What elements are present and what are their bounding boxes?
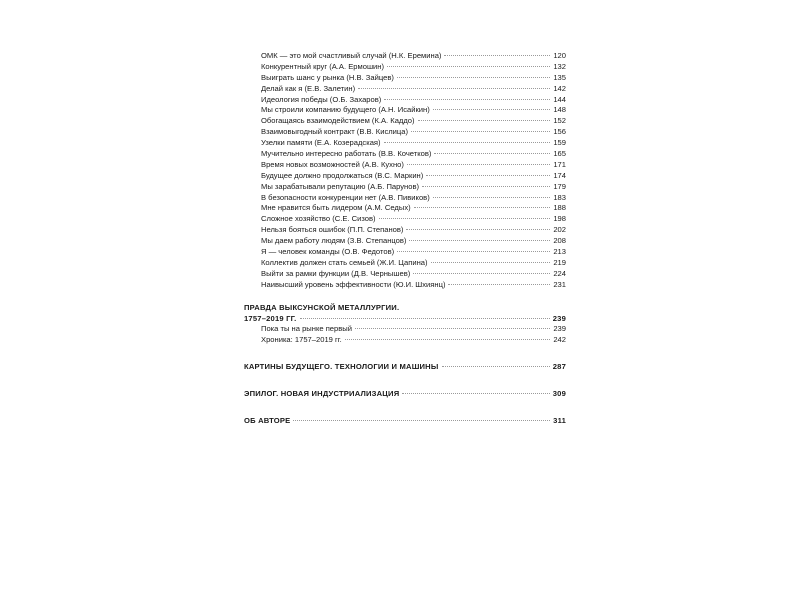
leader-dots (397, 77, 550, 78)
leader-dots (293, 420, 550, 421)
toc-entry-title: В безопасности конкуренции нет (А.В. Пивиков) (261, 192, 430, 202)
table-of-contents (244, 51, 566, 427)
toc-entry-title: Конкурентный круг (А.А. Ермошин) (261, 61, 384, 71)
toc-entry (244, 84, 566, 95)
toc-entry-page: 208 (553, 236, 566, 246)
toc-entry-page: 120 (553, 51, 566, 60)
toc-entry-page: 156 (553, 127, 566, 137)
spacer (244, 373, 566, 389)
toc-entry (244, 335, 566, 346)
section-vyksa-page: 239 (552, 313, 566, 323)
toc-entry-title: Мучительно интересно работать (В.В. Кочетков) (261, 149, 432, 159)
toc-entry-page: 152 (553, 116, 566, 126)
toc-entry (244, 258, 566, 269)
leader-dots (444, 55, 550, 56)
leader-dots (409, 240, 550, 241)
toc-entry-title: Пока ты на рынке первый (261, 324, 352, 334)
toc-entry-title: Я — человек команды (О.В. Федотов) (261, 247, 395, 257)
toc-entry-page: 142 (553, 83, 566, 93)
toc-entry (244, 280, 566, 291)
toc-entry-page: 242 (553, 335, 566, 345)
leader-dots (387, 66, 550, 67)
toc-entry (244, 182, 566, 193)
leader-dots (442, 366, 550, 367)
section-epilog (244, 389, 566, 400)
leader-dots (345, 339, 551, 340)
toc-entry-title: Мы даем работу людям (З.В. Степанцов) (261, 236, 407, 246)
toc-entry-title: Выиграть шанс у рынка (Н.В. Зайцев) (261, 72, 394, 82)
leader-dots (406, 229, 550, 230)
toc-entry-title: Нельзя бояться ошибок (П.П. Степанов) (261, 225, 404, 235)
toc-entry-page: 165 (553, 149, 566, 159)
leader-dots (397, 251, 550, 252)
leader-dots (411, 131, 550, 132)
toc-entry (244, 203, 566, 214)
toc-entry-page: 148 (553, 105, 566, 115)
toc-entry (244, 269, 566, 280)
toc-entry (244, 171, 566, 182)
toc-entry (244, 62, 566, 73)
toc-entry (244, 73, 566, 84)
leader-dots (426, 175, 550, 176)
spacer (244, 346, 566, 362)
toc-entry-page: 219 (553, 257, 566, 267)
toc-entry-title: Хроника: 1757–2019 гг. (261, 335, 342, 345)
toc-entry (244, 105, 566, 116)
toc-entry-title: Коллектив должен стать семьей (Ж.И. Цапина) (261, 257, 428, 267)
leader-dots (434, 153, 550, 154)
leader-dots (407, 164, 550, 165)
toc-entry (244, 214, 566, 225)
toc-entry-page: 224 (553, 268, 566, 278)
section-author (244, 416, 566, 427)
leader-dots (355, 328, 550, 329)
toc-entry (244, 193, 566, 204)
toc-entry-page: 239 (553, 324, 566, 334)
toc-entry-page: 179 (553, 181, 566, 191)
toc-entry-title: Выйти за рамки функции (Д.В. Чернышев) (261, 268, 411, 278)
toc-entry (244, 160, 566, 171)
section-epilog-page: 309 (552, 389, 566, 399)
toc-entry (244, 247, 566, 258)
section-future-title: КАРТИНЫ БУДУЩЕГО. ТЕХНОЛОГИИ И МАШИНЫ (244, 362, 439, 372)
section-vyksa (244, 303, 566, 347)
toc-entry-page: 159 (553, 138, 566, 148)
section-epilog-title: ЭПИЛОГ. НОВАЯ ИНДУСТРИАЛИЗАЦИЯ (244, 389, 400, 399)
toc-entry-page: 198 (553, 214, 566, 224)
leader-dots (384, 99, 550, 100)
toc-entry-title: Делай как я (Е.В. Залетин) (261, 83, 356, 93)
toc-entry-title: Мы строили компанию будущего (А.Н. Исайкин) (261, 105, 430, 115)
leader-dots (431, 262, 551, 263)
spacer (244, 291, 566, 303)
toc-entry (244, 138, 566, 149)
toc-entry-title: Идеология победы (О.Б. Захаров) (261, 94, 382, 104)
section-author-title: ОБ АВТОРЕ (244, 415, 291, 425)
toc-entry-page: 135 (553, 72, 566, 82)
toc-entry-title: Мы зарабатывали репутацию (А.Б. Парунов) (261, 181, 420, 191)
toc-entry (244, 127, 566, 138)
toc-entry-title: ОМК — это мой счастливый случай (Н.К. Еремина) (261, 51, 442, 60)
toc-entry (244, 236, 566, 247)
toc-entry-title: Будущее должно продолжаться (В.С. Маркин) (261, 170, 424, 180)
toc-entry-page: 202 (553, 225, 566, 235)
toc-entry-page: 174 (553, 170, 566, 180)
toc-entry-title: Взаимовыгодный контракт (В.В. Кислица) (261, 127, 409, 137)
section-vyksa-title-row (244, 314, 566, 325)
leader-dots (358, 88, 550, 89)
toc-entry-page: 183 (553, 192, 566, 202)
toc-entry-page: 171 (553, 159, 566, 169)
leader-dots (433, 197, 551, 198)
section-vyksa-title-line1: ПРАВДА ВЫКСУНСКОЙ МЕТАЛЛУРГИИ. (244, 302, 400, 312)
toc-entry-page: 213 (553, 247, 566, 257)
leader-dots (300, 318, 550, 319)
leader-dots (384, 142, 551, 143)
leader-dots (448, 284, 550, 285)
toc-entry-title: Обогащаясь взаимодействием (К.А. Каддо) (261, 116, 415, 126)
toc-entry-title: Сложное хозяйство (С.Е. Сизов) (261, 214, 376, 224)
toc-entry-title: Время новых возможностей (А.В. Кухно) (261, 159, 404, 169)
section-future (244, 362, 566, 373)
leader-dots (379, 218, 551, 219)
leader-dots (422, 186, 550, 187)
leader-dots (414, 207, 551, 208)
toc-entry-title: Мне нравится быть лидером (А.М. Седых) (261, 203, 411, 213)
toc-entry (244, 324, 566, 335)
leader-dots (413, 273, 550, 274)
section-vyksa-title-line2: 1757–2019 ГГ. (244, 313, 297, 323)
toc-entry (244, 51, 566, 62)
leader-dots (402, 393, 549, 394)
toc-entry (244, 149, 566, 160)
toc-entry (244, 95, 566, 106)
section-future-page: 287 (552, 362, 566, 372)
toc-entry-page: 231 (553, 279, 566, 289)
toc-entry-page: 132 (553, 61, 566, 71)
toc-entry-page: 144 (553, 94, 566, 104)
leader-dots (418, 120, 551, 121)
interview-list (244, 51, 566, 291)
toc-entry-title: Узелки памяти (Е.А. Козерадская) (261, 138, 381, 148)
spacer (244, 400, 566, 416)
section-author-page: 311 (553, 415, 566, 425)
toc-entry-page: 188 (553, 203, 566, 213)
toc-entry-title: Наивысший уровень эффективности (Ю.И. Шхиянц) (261, 279, 446, 289)
leader-dots (433, 109, 551, 110)
toc-entry (244, 116, 566, 127)
toc-entry (244, 225, 566, 236)
